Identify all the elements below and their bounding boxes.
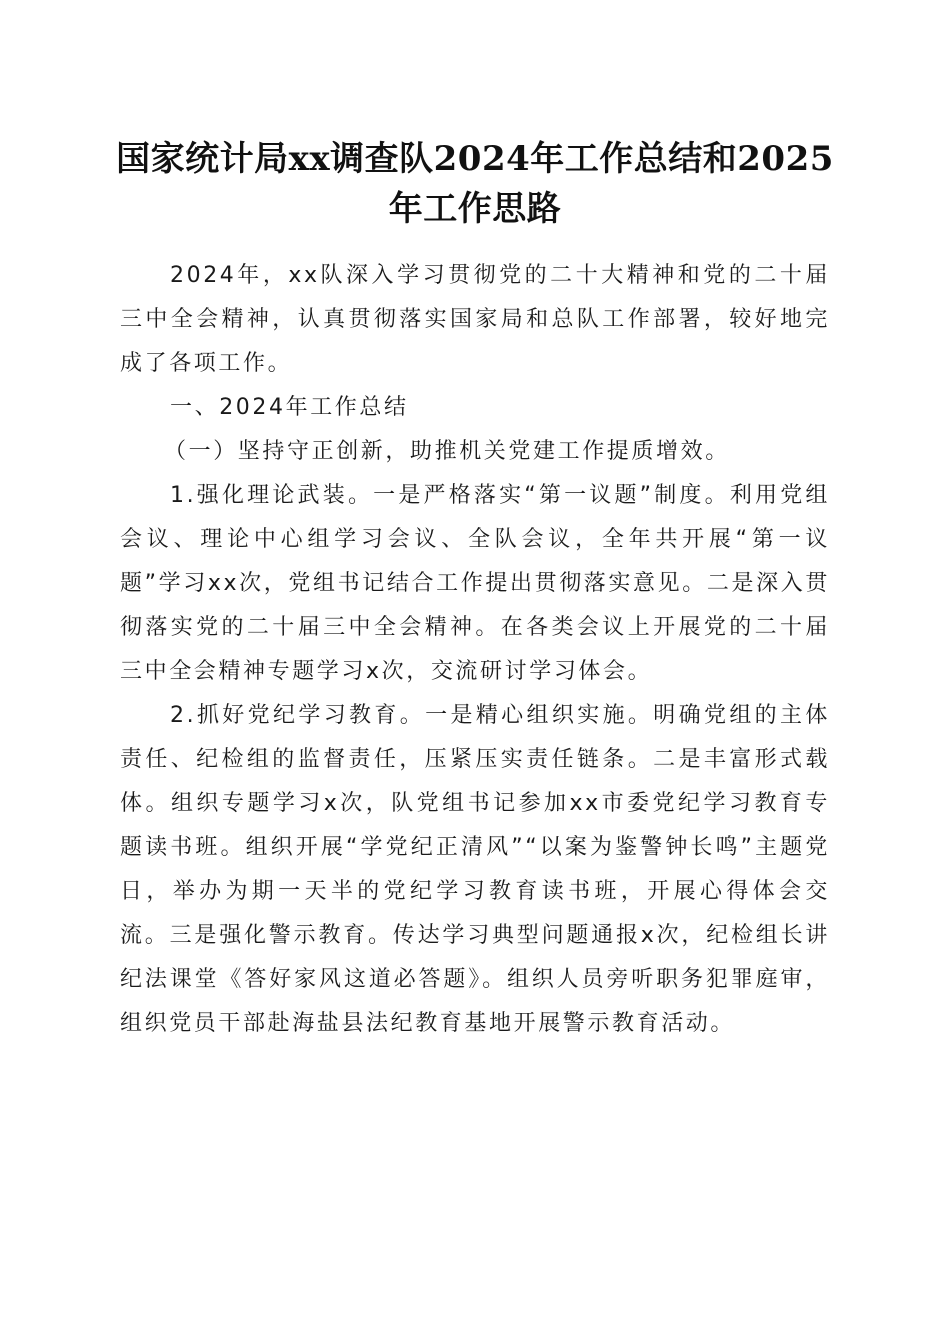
item-paragraph-1: 1.强化理论武装。一是严格落实“第一议题”制度。利用党组会议、理论中心组学习会议、全队会议，全年共开展“第一议题”学习xx次，党组书记结合工作提出贯彻落实意见。二是深入贯彻落实党的二十届三中全会精神。在各类会议上开展党的二十届三中全会精神专题学习x次，交流研讨学习体会。 [120, 483, 830, 684]
title-line-2: 年工作思路 [388, 189, 562, 229]
section-heading: 一、2024年工作总结 [170, 395, 409, 420]
subsection-heading: （一）坚持守正创新，助推机关党建工作提质增效。 [164, 439, 730, 464]
intro-paragraph: 2024年，xx队深入学习贯彻党的二十大精神和党的二十届三中全会精神，认真贯彻落实国家局和总队工作部署，较好地完成了各项工作。 [120, 263, 830, 376]
title-line-1: 国家统计局xx调查队2024年工作总结和2025 [116, 139, 834, 179]
document-title [110, 134, 840, 234]
document-body [120, 254, 830, 1046]
item-paragraph-2: 2.抓好党纪学习教育。一是精心组织实施。明确党组的主体责任、纪检组的监督责任，压紧压实责任链条。二是丰富形式载体。组织专题学习x次，队党组书记参加xx市委党纪学习教育专题读书班。组织开展“学党纪正清风”“以案为鉴警钟长鸣”主题党日，举办为期一天半的党纪学习教育读书班，开展心得体会交流。三是强化警示教育。传达学习典型问题通报x次，纪检组长讲纪法课堂《答好家风这道必答题》。组织人员旁听职务犯罪庭审，组织党员干部赴海盐县法纪教育基地开展警示教育活动。 [120, 703, 830, 1036]
